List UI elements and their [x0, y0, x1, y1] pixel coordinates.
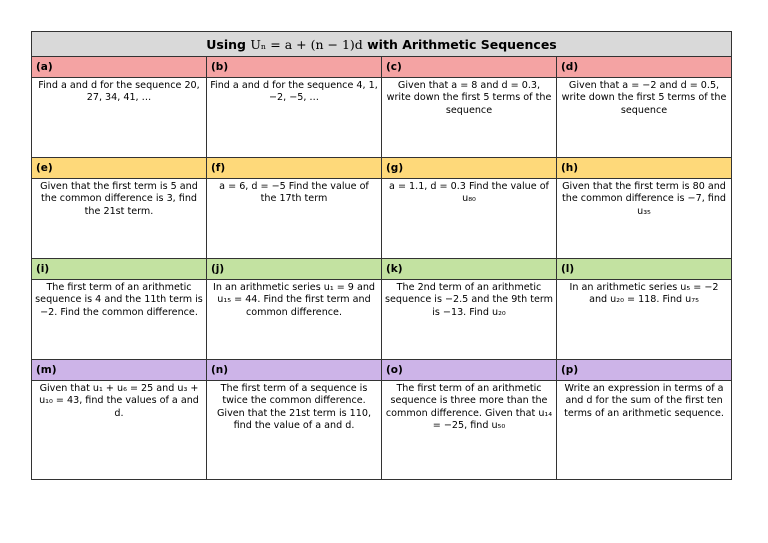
question-label: (b) [207, 57, 382, 78]
title-formula: Uₙ = a + (n − 1)d [250, 36, 363, 52]
question-label: (p) [557, 360, 732, 381]
question-label: (o) [382, 360, 557, 381]
question-text: The first term of an arithmetic sequence is three more than the common difference. Given that u₁₄ = −25, find u₅₀ [382, 381, 557, 480]
title-prefix: Using [206, 36, 251, 52]
question-label: (j) [207, 259, 382, 280]
question-label: (a) [32, 57, 207, 78]
question-text: The first term of a sequence is twice the common difference. Given that the 21st term is 110, find the value of a and d. [207, 381, 382, 480]
question-text: The 2nd term of an arithmetic sequence is −2.5 and the 9th term is −13. Find u₂₀ [382, 280, 557, 360]
question-label: (h) [557, 158, 732, 179]
question-text: Find a and d for the sequence 20, 27, 34, 41, … [32, 78, 207, 158]
question-text: Given that u₁ + u₆ = 25 and u₃ + u₁₀ = 43, find the values of a and d. [32, 381, 207, 480]
question-label: (i) [32, 259, 207, 280]
title-suffix: with Arithmetic Sequences [362, 36, 557, 52]
question-label: (n) [207, 360, 382, 381]
question-text: Given that a = 8 and d = 0.3, write down the first 5 terms of the sequence [382, 78, 557, 158]
question-label: (e) [32, 158, 207, 179]
worksheet-title [32, 32, 732, 57]
question-text: Find a and d for the sequence 4, 1, −2, −5, … [207, 78, 382, 158]
question-label: (c) [382, 57, 557, 78]
question-label: (l) [557, 259, 732, 280]
question-label: (f) [207, 158, 382, 179]
question-text: Given that a = −2 and d = 0.5, write down the first 5 terms of the sequence [557, 78, 732, 158]
question-text: Write an expression in terms of a and d for the sum of the first ten terms of an arithmetic sequence. [557, 381, 732, 480]
question-text: Given that the first term is 5 and the common difference is 3, find the 21st term. [32, 179, 207, 259]
question-text: a = 6, d = −5 Find the value of the 17th term [207, 179, 382, 259]
question-text: In an arithmetic series u₅ = −2 and u₂₀ = 118. Find u₇₅ [557, 280, 732, 360]
question-text: The first term of an arithmetic sequence is 4 and the 11th term is −2. Find the common difference. [32, 280, 207, 360]
question-label: (d) [557, 57, 732, 78]
question-text: In an arithmetic series u₁ = 9 and u₁₅ = 44. Find the first term and common difference. [207, 280, 382, 360]
question-text: Given that the first term is 80 and the common difference is −7, find u₃₅ [557, 179, 732, 259]
worksheet-table [31, 31, 732, 480]
question-label: (g) [382, 158, 557, 179]
question-label: (k) [382, 259, 557, 280]
question-label: (m) [32, 360, 207, 381]
question-text: a = 1.1, d = 0.3 Find the value of u₈₀ [382, 179, 557, 259]
